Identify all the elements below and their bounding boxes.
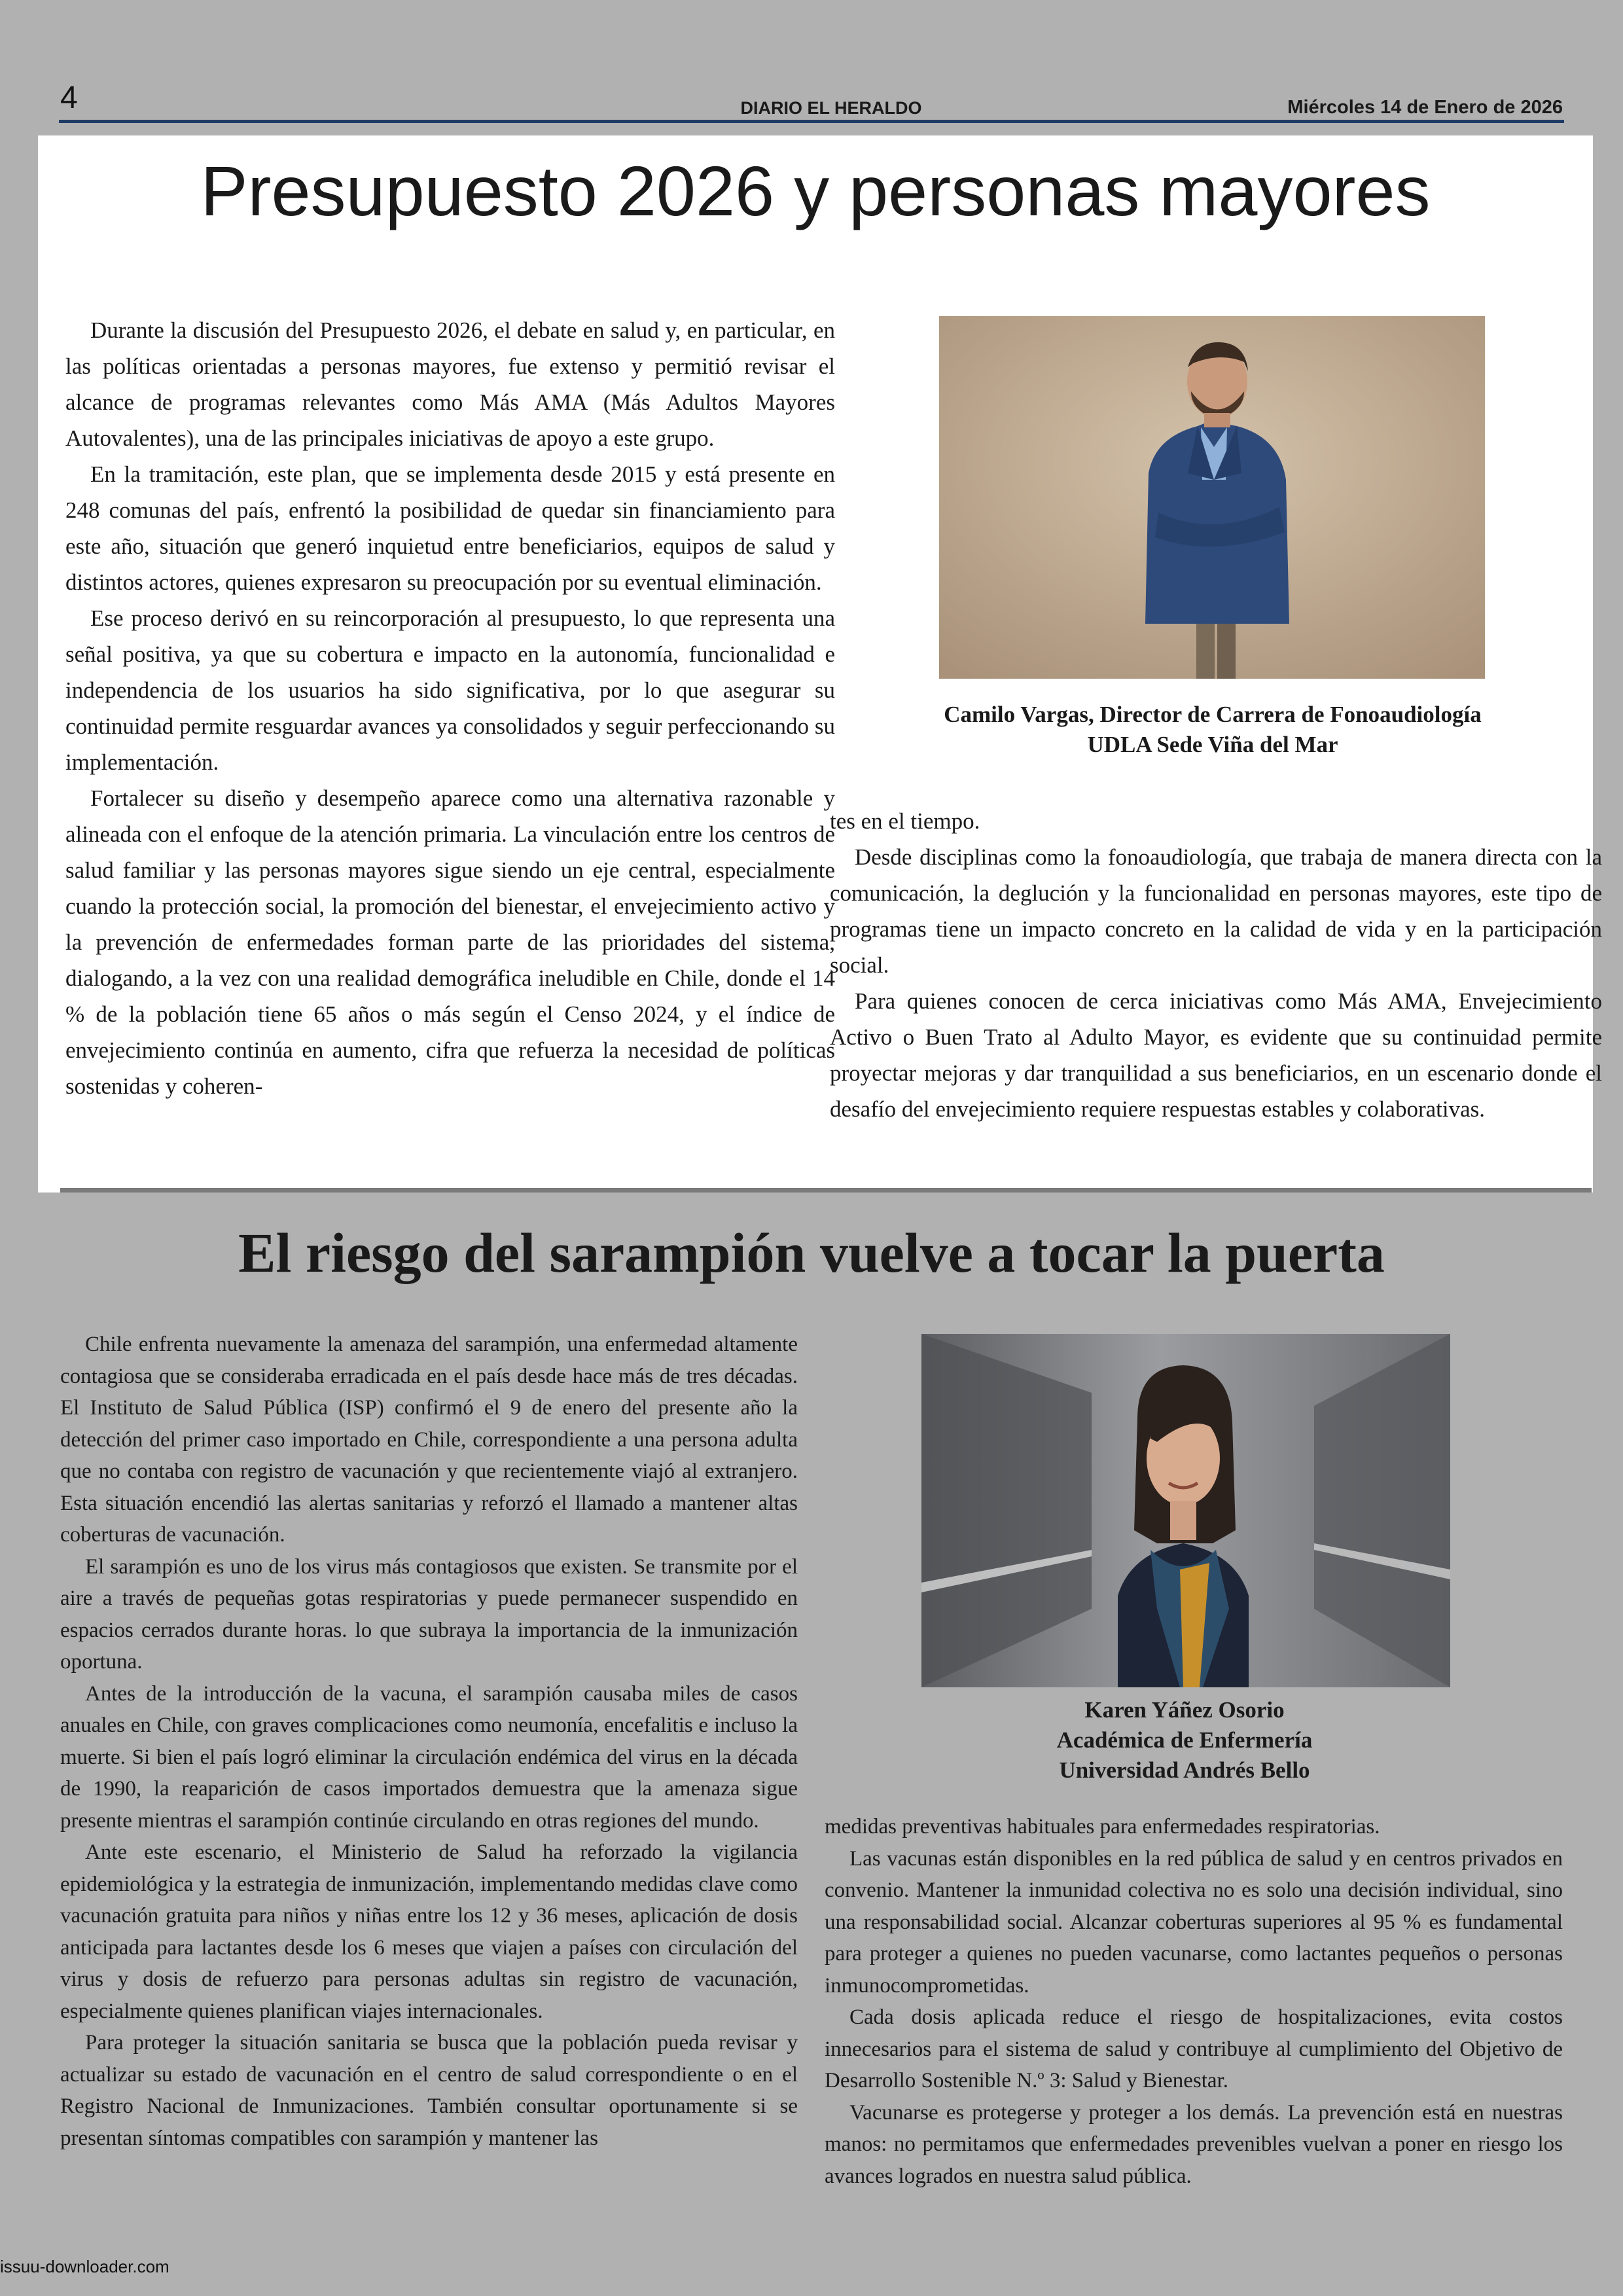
paragraph: Para proteger la situación sanitaria se busca que la población pueda revisar y actualizar su estado de vacunación en el centro de salud correspondiente o en el Registro Nacional de Inmunizaciones. También consultar oportunamente si se presentan síntomas compatibles con sarampión y mantener las [60, 2031, 798, 2150]
article-headline: Presupuesto 2026 y personas mayores [200, 151, 1431, 230]
photo-caption [818, 1695, 1551, 1785]
newspaper-name: DIARIO EL HERALDO [740, 98, 922, 118]
paragraph: Cada dosis aplicada reduce el riesgo de hospitalizaciones, evita costos innecesarios para el sistema de salud y contribuye al cumplimiento del Objetivo de Desarrollo Sostenible N.º 3: Salud y Bienestar. [825, 2005, 1563, 2092]
paragraph: Ante este escenario, el Ministerio de Salud ha reforzado la vigilancia epidemiológica y la estrategia de inmunización, implementando medidas clave como vacunación gratuita para niños y niñas entre los 12 y 36 meses, aplicación de dosis anticipada para lactantes desde los 6 meses que viajen a países con circulación del virus y dosis de refuerzo para personas adultas sin registro de vacunación, especialmente quienes planifican viajes internacionales. [60, 1840, 798, 2023]
caption-name: Camilo Vargas, Director de Carrera de Fonoaudiología [944, 702, 1482, 727]
header-rule [59, 120, 1564, 123]
article-column-left [60, 1329, 798, 2154]
article-column-right [830, 803, 1602, 1127]
issue-date: Miércoles 14 de Enero de 2026 [1287, 97, 1563, 118]
portrait-man-in-blue-suit [939, 316, 1485, 679]
author-photo [921, 1334, 1450, 1687]
author-photo [939, 316, 1485, 679]
paragraph-continuation: tes en el tiempo. [830, 808, 980, 834]
portrait-woman-with-scarf [921, 1334, 1450, 1687]
paragraph: Fortalecer su diseño y desempeño aparece como una alternativa razonable y alineada con el enfoque de la atención primaria. La vinculación entre los centros de salud familiar y las personas mayores sigue siendo un eje central, especialmente cuando la protección social, la promoción del bienestar, el envejecimiento activo y la prevención de enfermedades forman parte de las prioridades del sistema, dialogando, a la vez con una realidad demográfica ineludible en Chile, donde el 14 % de la población tiene 65 años o más según el Censo 2024, y el índice de envejecimiento continúa en aumento, cifra que refuerza la necesidad de políticas sostenidas y coheren- [65, 785, 835, 1099]
paragraph: El sarampión es uno de los virus más contagiosos que existen. Se transmite por el aire a través de pequeñas gotas respiratorias y puede permanecer suspendido en espacios cerrados durante horas. lo que subraya la importancia de la inmunización oportuna. [60, 1554, 798, 1674]
section-divider [60, 1188, 1592, 1193]
article-column-right [825, 1811, 1563, 2192]
photo-caption [849, 700, 1576, 760]
article-presupuesto [38, 135, 1602, 1193]
paragraph: Vacunarse es protegerse y proteger a los demás. La prevención está en nuestras manos: no permitamos que enfermedades prevenibles vuelvan a poner en riesgo los avances logrados en nuestra salud pública. [825, 2100, 1563, 2188]
caption-affiliation: UDLA Sede Viña del Mar [1087, 732, 1338, 757]
paragraph-continuation: medidas preventivas habituales para enfermedades respiratorias. [825, 1815, 1380, 1839]
page-number: 4 [60, 81, 78, 115]
paragraph: Ese proceso derivó en su reincorporación al presupuesto, lo que representa una señal positiva, ya que su cobertura e impacto en la autonomía, funcionalidad e independencia de los usuarios ha sido significativa, por lo que asegurar su continuidad permite resguardar avances ya consolidados y seguir perfeccionando su implementación. [65, 605, 835, 775]
watermark: issuu-downloader.com [0, 2257, 169, 2276]
caption-title: Académica de Enfermería [1056, 1727, 1313, 1753]
paragraph: Para quienes conocen de cerca iniciativas como Más AMA, Envejecimiento Activo o Buen Trato al Adulto Mayor, es evidente que su continuidad permite proyectar mejoras y dar tranquilidad a sus beneficiarios, en un escenario donde el desafío del envejecimiento requiere respuestas estables y colaborativas. [830, 988, 1602, 1122]
paragraph: Antes de la introducción de la vacuna, el sarampión causaba miles de casos anuales en Chile, con graves complicaciones como neumonía, encefalitis e incluso la muerte. Si bien el país logró eliminar la circulación endémica del virus en la década de 1990, la reaparición de casos importados demuestra que la amenaza sigue presente mientras el sarampión continúe circulando en otras regiones del mundo. [60, 1681, 798, 1833]
caption-name: Karen Yáñez Osorio [1084, 1697, 1285, 1723]
paragraph: Desde disciplinas como la fonoaudiología, que trabaja de manera directa con la comunicación, la deglución y la funcionalidad en personas mayores, este tipo de programas tiene un impacto concreto en la calidad de vida y en la participación social. [830, 844, 1602, 978]
paragraph: En la tramitación, este plan, que se implementa desde 2015 y está presente en 248 comunas del país, enfrentó la posibilidad de quedar sin financiamiento para este año, situación que generó inquietud entre beneficiarios, equipos de salud y distintos actores, quienes expresaron su preocupación por su eventual eliminación. [65, 461, 835, 595]
article-headline: El riesgo del sarampión vuelve a tocar la puerta [238, 1221, 1385, 1284]
paragraph: Las vacunas están disponibles en la red pública de salud y en centros privados en convenio. Mantener la inmunidad colectiva no es solo una decisión individual, sino una responsabilidad social. Alcanzar coberturas superiores al 95 % es fundamental para proteger a quienes no pueden vacunarse, como lactantes pequeños o personas inmunocomprometidas. [825, 1846, 1563, 1998]
paragraph: Chile enfrenta nuevamente la amenaza del sarampión, una enfermedad altamente contagiosa que se consideraba erradicada en el país desde hace más de tres décadas. El Instituto de Salud Pública (ISP) confirmó el 9 de enero del presente año la detección del primer caso importado en Chile, correspondiente a una persona adulta que no contaba con registro de vacunación y que recientemente viajó al extranjero. Esta situación encendió las alertas sanitarias y reforzó el llamado a mantener altas coberturas de vacunación. [60, 1333, 798, 1547]
caption-affiliation: Universidad Andrés Bello [1059, 1757, 1310, 1783]
paragraph: Durante la discusión del Presupuesto 2026, el debate en salud y, en particular, en las políticas orientadas a personas mayores, fue extenso y permitió revisar el alcance de programas relevantes como Más AMA (Más Adultos Mayores Autovalentes), una de las principales iniciativas de apoyo a este grupo. [65, 317, 835, 451]
article-column-left [65, 312, 835, 1104]
